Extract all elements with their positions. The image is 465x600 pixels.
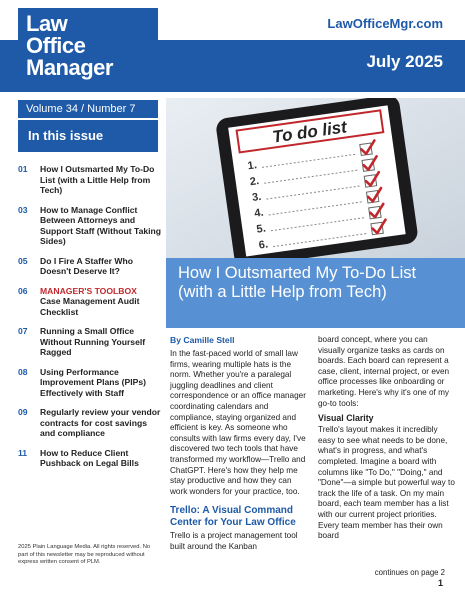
toc-item[interactable] — [18, 205, 162, 247]
article-column-1 — [170, 335, 310, 553]
copyright-notice: 2025 Plain Language Media. All rights reserved. No part of this newsletter may be reproduced without express written consent of PLM. — [18, 544, 151, 565]
toc-title: Running a Small Office Without Running Yourself Ragged — [40, 326, 146, 357]
logo-line-1: Law — [26, 11, 68, 36]
continues-note: continues on page 2 — [374, 568, 445, 577]
toc-item[interactable] — [18, 286, 162, 318]
todo-number: 4. — [253, 206, 265, 220]
todo-number: 3. — [251, 190, 263, 205]
toc-item[interactable] — [18, 256, 162, 277]
todo-number: 2. — [249, 175, 260, 189]
publication-logo — [18, 8, 158, 88]
toc-number: 06 — [18, 285, 28, 296]
toc-number: 03 — [18, 204, 28, 215]
toc-number: 08 — [18, 366, 28, 377]
toc-item[interactable] — [18, 407, 162, 439]
toc-number: 09 — [18, 407, 28, 417]
toc-title: Do I Fire A Staffer Who Doesn't Deserve It? — [40, 255, 133, 276]
section-paragraph: Trello's layout makes it incredibly easy to see what needs to be done, what's in progress, and what's completed. Imagine a board with columns like "To Do," "Doing," and "Done"—a simple but powerful way to track the life of a task. On my main board, each team member has a list with our current project priorities. Every team member has their own board — [318, 425, 455, 541]
toc-title: How to Reduce Client Pushback on Legal Bills — [40, 447, 139, 468]
volume-label: Volume 34 / Number 7 — [18, 100, 158, 118]
table-of-contents — [18, 164, 162, 478]
todo-number: 5. — [255, 222, 267, 236]
logo-line-3: Manager — [26, 55, 113, 80]
article-byline: By Camille Stell — [170, 335, 235, 345]
toc-number: 11 — [18, 447, 28, 458]
toc-title: How to Manage Conflict Between Attorneys and Support Staff (Without Taking Sides) — [40, 204, 162, 246]
toc-item[interactable] — [18, 326, 162, 358]
toc-item[interactable] — [18, 367, 162, 399]
toc-item[interactable] — [18, 448, 162, 469]
toc-number: 07 — [18, 326, 28, 336]
toc-title: Regularly review your vendor contracts for cost savings and compliance — [40, 407, 161, 438]
page-number: 1 — [437, 578, 443, 588]
in-this-issue-heading: In this issue — [18, 120, 158, 152]
todo-number: 1. — [246, 159, 258, 173]
toc-item[interactable] — [18, 164, 162, 196]
toc-number: 05 — [18, 255, 28, 266]
section-heading: Trello: A Visual Command Center for Your Law Office — [170, 505, 296, 529]
toc-title-block — [40, 286, 162, 318]
hero-image — [166, 98, 465, 258]
article-paragraph: board concept, where you can visually organize tasks as cards on boards. Each board can represent a case, client, internal project, or even office processes like onboarding or marketing. Here's why it's one of my go-to tools: — [318, 335, 450, 408]
toc-title: Using Performance Improvement Plans (PIPs) Effectively with Staff — [40, 366, 147, 398]
tablet-todo-illustration — [166, 98, 465, 258]
section-subheading: Visual Clarity — [318, 413, 374, 424]
toc-number: 01 — [18, 164, 28, 174]
toc-title: Case Management Audit Checklist — [40, 296, 140, 317]
todo-number: 6. — [258, 238, 269, 252]
toc-title: How I Outsmarted My To-Do List (with a Little Help from Tech) — [40, 164, 155, 195]
article-column-2 — [318, 335, 456, 542]
logo-line-2: Office — [26, 33, 86, 58]
article-intro: In the fast-paced world of small law firms, wearing multiple hats is the norm. Whether you're a paralegal juggling deadlines and client correspondence or an office manager coordinating calendars and compliance, staying organized and efficient is key. As someone who consults with law firms every day, I've discovered two tech tools that have transformed my workflow—Trello and ChatGPT. Here's how they help me stay productive and how they can work wonders for your practice, too. — [170, 349, 306, 496]
todo-title: To do list — [271, 117, 348, 147]
issue-date: July 2025 — [366, 52, 443, 71]
toc-tag: MANAGER'S TOOLBOX — [40, 285, 137, 296]
section-paragraph: Trello is a project management tool built around the Kanban — [170, 531, 298, 551]
site-url[interactable]: LawOfficeMgr.com — [327, 16, 443, 31]
article-headline: How I Outsmarted My To-Do List (with a Little Help from Tech) — [166, 258, 465, 328]
